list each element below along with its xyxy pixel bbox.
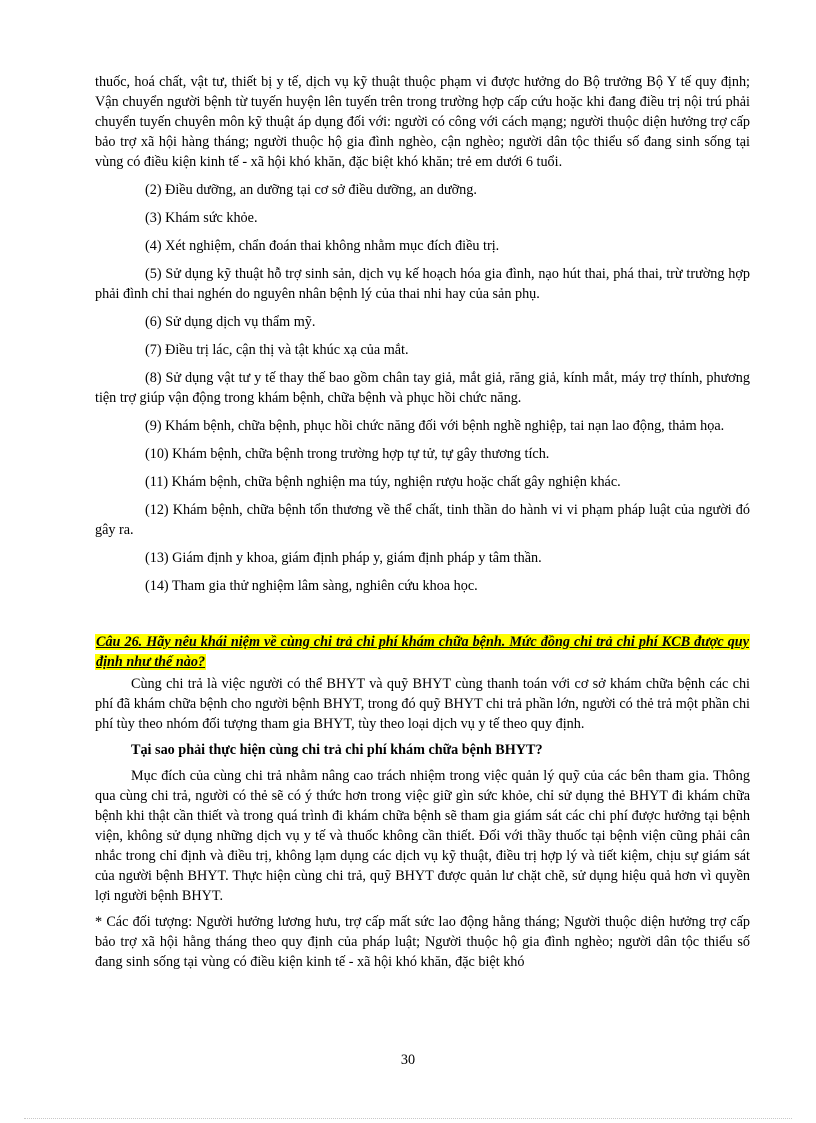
- list-item: (10) Khám bệnh, chữa bệnh trong trường hợp tự tử, tự gây thương tích.: [145, 446, 550, 462]
- list-item: (13) Giám định y khoa, giám định pháp y, giám định pháp y tâm thần.: [145, 550, 542, 566]
- answer-intro-paragraph: Cùng chi trả là việc người có thể BHYT và quỹ BHYT cùng thanh toán với cơ sở khám chữa bệnh các chi phí đã khám chữa bệnh cho người bệnh BHYT, trong đó quỹ BHYT chi trả phần lớn, người có thẻ trả một phần chi phí tùy theo nhóm đối tượng tham gia BHYT, tùy theo loại dịch vụ y tế theo quy định.: [95, 676, 750, 732]
- question-heading-text: Câu 26. Hãy nêu khái niệm về cùng chi trả chi phí khám chữa bệnh. Mức đồng chi trả chi phí KCB được quy định như thế nào?: [96, 634, 749, 670]
- note-paragraph: * Các đối tượng: Người hưởng lương hưu, trợ cấp mất sức lao động hằng tháng; Người thuộc diện hưởng trợ cấp bảo trợ xã hội hằng tháng theo quy định của pháp luật; Người thuộc hộ gia đình nghèo; người dân tộc thiểu số đang sinh sống tại vùng có điều kiện kinh tế - xã hội khó khăn, đặc biệt khó: [95, 914, 750, 970]
- list-item: (7) Điều trị lác, cận thị và tật khúc xạ của mắt.: [145, 342, 409, 358]
- list-item: (12) Khám bệnh, chữa bệnh tổn thương về thể chất, tinh thần do hành vi vi phạm pháp luật của người đó gây ra.: [95, 502, 750, 538]
- page-edge-divider: [24, 1118, 792, 1119]
- document-page: [95, 72, 750, 972]
- list-item: (9) Khám bệnh, chữa bệnh, phục hồi chức năng đối với bệnh nghề nghiệp, tai nạn lao động, thảm họa.: [145, 418, 725, 434]
- list-item: (3) Khám sức khỏe.: [145, 210, 258, 226]
- page-number: 30: [400, 1052, 416, 1068]
- list-item: (11) Khám bệnh, chữa bệnh nghiện ma túy, nghiện rượu hoặc chất gây nghiện khác.: [145, 474, 621, 490]
- list-item: (6) Sử dụng dịch vụ thẩm mỹ.: [145, 314, 316, 330]
- list-item: (8) Sử dụng vật tư y tế thay thế bao gồm chân tay giả, mắt giả, răng giả, kính mắt, máy trợ thính, phương tiện trợ giúp vận động trong khám bệnh, chữa bệnh và phục hồi chức năng.: [95, 370, 750, 406]
- sub-question-heading: Tại sao phải thực hiện cùng chi trả chi phí khám chữa bệnh BHYT?: [131, 742, 543, 758]
- purpose-paragraph: Mục đích của cùng chi trả nhằm nâng cao trách nhiệm trong việc quản lý quỹ của các bên tham gia. Thông qua cùng chi trả, người có thẻ sẽ có ý thức hơn trong việc giữ gìn sức khỏe, chỉ sử dụng thẻ BHYT đi khám chữa bệnh khi thật cần thiết và trong quá trình đi khám chữa bệnh sẽ tham gia giám sát các chi phí được hưởng tại bệnh viện, không sử dụng những dịch vụ y tế và thuốc không cần thiết. Đối với thầy thuốc tại bệnh viện cũng phải cân nhắc trong chỉ định và điều trị, không lạm dụng các dịch vụ kỹ thuật, điều trị hợp lý và tiết kiệm, chịu sự giám sát của người bệnh BHYT. Thực hiện cùng chi trả, quỹ BHYT được quản lư chặt chẽ, sử dụng hiệu quả hơn vì quyền lợi người bệnh BHYT.: [95, 768, 750, 904]
- continuation-paragraph: thuốc, hoá chất, vật tư, thiết bị y tế, dịch vụ kỹ thuật thuộc phạm vi được hưởng do Bộ trưởng Bộ Y tế quy định; Vận chuyển người bệnh từ tuyến huyện lên tuyến trên trong trường hợp cấp cứu hoặc khi đang điều trị nội trú phải chuyển tuyến chuyên môn kỹ thuật áp dụng đối với: người có công với cách mạng; người thuộc diện hưởng trợ cấp bảo trợ xã hội hàng tháng; người thuộc hộ gia đình nghèo, cận nghèo; người dân tộc thiểu số đang sinh sống tại vùng có điều kiện kinh tế - xã hội khó khăn, đặc biệt khó khăn; trẻ em dưới 6 tuổi.: [95, 74, 750, 170]
- list-item: (2) Điều dưỡng, an dưỡng tại cơ sở điều dưỡng, an dưỡng.: [145, 182, 477, 198]
- list-item: (4) Xét nghiệm, chẩn đoán thai không nhằm mục đích điều trị.: [145, 238, 500, 254]
- question-heading: [95, 632, 750, 672]
- list-item: (5) Sử dụng kỹ thuật hỗ trợ sinh sản, dịch vụ kế hoạch hóa gia đình, nạo hút thai, phá thai, trừ trường hợp phải đình chỉ thai nghén do nguyên nhân bệnh lý của thai nhi hay của sản phụ.: [95, 266, 750, 302]
- list-item: (14) Tham gia thử nghiệm lâm sàng, nghiên cứu khoa học.: [145, 578, 478, 594]
